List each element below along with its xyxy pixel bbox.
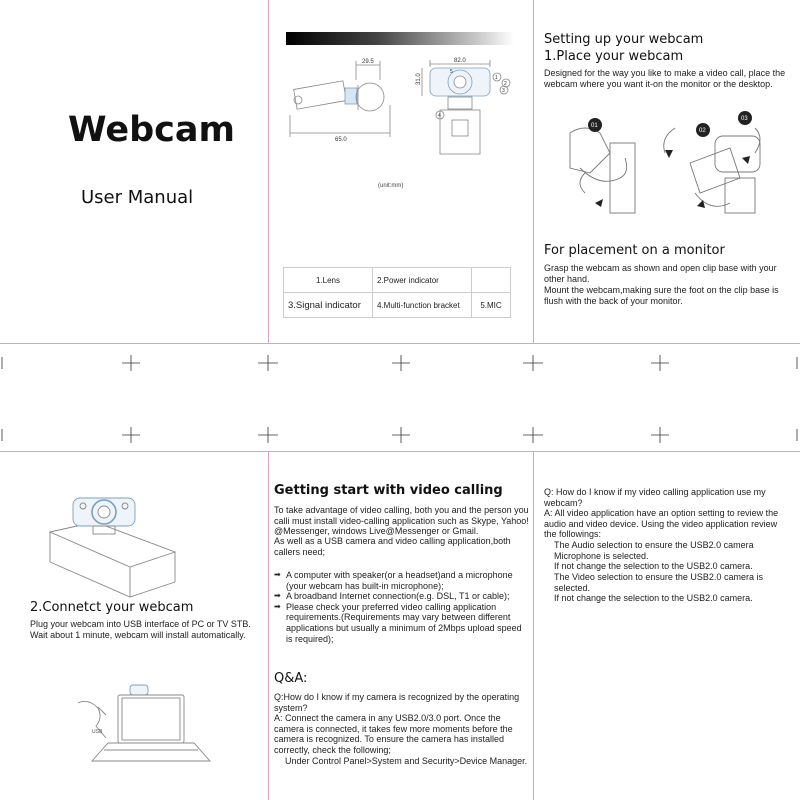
dim-depth-side: 65.0 bbox=[335, 137, 347, 143]
registration-mark-icon bbox=[258, 355, 278, 371]
table-cell bbox=[472, 268, 511, 293]
panel-divider bbox=[268, 0, 269, 343]
video-calling-intro-2: As well as a USB camera and video calling application,both callers need; bbox=[274, 536, 511, 557]
registration-mark-icon bbox=[523, 427, 543, 443]
step-badge: 02 bbox=[699, 128, 706, 134]
list-item: ➡ Please check your preferred video calling application requirements.(Requirements may vary between different applications but usually a minimum of 2Mbps upload speed is required); bbox=[274, 602, 529, 644]
faq-line: The Video selection to ensure the USB2.0 camera is selected. bbox=[554, 572, 763, 593]
monitor-text: Grasp the webcam as shown and open clip base with your other hand. bbox=[544, 263, 777, 284]
list-item: ➡ A computer with speaker(or a headset)and a microphone (your webcam has built-in microphone); bbox=[274, 570, 529, 591]
qa-question: Q:How do I know if my camera is recognized by the operating system? bbox=[274, 692, 520, 713]
panel-divider bbox=[268, 451, 269, 800]
table-row bbox=[284, 293, 511, 318]
table-cell: 2.Power indicator bbox=[373, 268, 472, 293]
monitor-text-2: Mount the webcam,making sure the foot on the clip base is flush with the back of your monitor. bbox=[544, 285, 779, 306]
panel-bottom-border bbox=[0, 343, 800, 344]
usb-label: USB bbox=[92, 729, 103, 735]
panel-top-border bbox=[0, 451, 800, 452]
video-calling-intro: To take advantage of video calling, both you and the person you calli must install video-calling application such as Skype, Yahoo! @Messenger, windows Live@Messenger or Gmail. bbox=[274, 505, 529, 537]
callout-label: 3 bbox=[502, 88, 505, 94]
callout-label: 5 bbox=[450, 69, 453, 75]
placement-illustration bbox=[555, 108, 785, 218]
callout-label: 4 bbox=[438, 113, 441, 119]
table-row bbox=[284, 268, 511, 293]
registration-mark-icon bbox=[392, 427, 410, 443]
dim-width-side: 29.5 bbox=[362, 59, 374, 65]
faq-line: If not change the selection to the USB2.0 camera. bbox=[554, 561, 753, 571]
registration-mark-icon bbox=[258, 427, 278, 443]
qa-answer-path: Under Control Panel>System and Security>Device Manager. bbox=[285, 756, 528, 766]
callout-label: 1 bbox=[495, 75, 498, 81]
setup-step1-text: Designed for the way you like to make a video call, place the webcam where you want it-on the monitor or the desktop. bbox=[544, 68, 786, 89]
crop-marks bbox=[0, 350, 800, 450]
table-cell: 5.MIC bbox=[472, 293, 511, 318]
connect-text: Plug your webcam into USB interface of PC or TV STB. Wait about 1 minute, webcam will install automatically. bbox=[30, 619, 251, 640]
webcam-on-monitor-illustration bbox=[45, 492, 185, 602]
cover-title: Webcam bbox=[68, 110, 235, 150]
qa-heading: Q&A: bbox=[274, 671, 308, 686]
step-badge: 01 bbox=[591, 123, 598, 129]
registration-mark-icon bbox=[651, 355, 669, 371]
connect-heading: 2.Connetct your webcam bbox=[30, 600, 194, 615]
parts-table bbox=[283, 267, 511, 318]
dim-width-front: 82.0 bbox=[454, 58, 466, 64]
registration-mark-icon bbox=[122, 427, 140, 443]
panel-divider bbox=[533, 451, 534, 800]
registration-mark-icon bbox=[651, 427, 669, 443]
table-cell: 4.Multi-function bracket bbox=[373, 293, 472, 318]
dimension-diagram bbox=[280, 55, 520, 165]
laptop-usb-illustration bbox=[70, 683, 220, 768]
registration-mark-icon bbox=[122, 355, 140, 371]
callout-label: 2 bbox=[504, 81, 507, 87]
faq-line: The Audio selection to ensure the USB2.0 camera Microphone is selected. bbox=[554, 540, 754, 561]
unit-label: (unit:mm) bbox=[378, 183, 404, 189]
table-cell: 3.Signal indicator bbox=[284, 293, 373, 318]
list-item: ➡ A broadband Internet connection(e.g. DSL, T1 or cable); bbox=[274, 591, 529, 602]
qa-answer: A: Connect the camera in any USB2.0/3.0 port. Once the camera is connected, it takes few more moments before the camera is recognized. To ensure the camera has installed correctly, check the following; bbox=[274, 713, 513, 755]
faq-line: If not change the selection to the USB2.0 camera. bbox=[554, 593, 753, 603]
table-cell: 1.Lens bbox=[284, 268, 373, 293]
monitor-heading: For placement on a monitor bbox=[544, 243, 725, 258]
faq-answer: A: All video application have an option setting to review the audio and video device. Using the video application review the followings: bbox=[544, 508, 779, 540]
setup-heading: Setting up your webcam bbox=[544, 32, 704, 47]
step-badge: 03 bbox=[741, 116, 748, 122]
setup-step1: 1.Place your webcam bbox=[544, 49, 684, 64]
gradient-bar bbox=[286, 32, 514, 45]
faq-question: Q: How do I know if my video calling application use my webcam? bbox=[544, 487, 766, 508]
registration-mark-icon bbox=[523, 355, 543, 371]
video-calling-heading: Getting start with video calling bbox=[274, 483, 503, 498]
panel-divider bbox=[533, 0, 534, 343]
requirements-list bbox=[274, 570, 529, 644]
cover-subtitle: User Manual bbox=[81, 187, 194, 208]
registration-mark-icon bbox=[392, 355, 410, 371]
dim-height-front: 31.0 bbox=[416, 73, 422, 85]
